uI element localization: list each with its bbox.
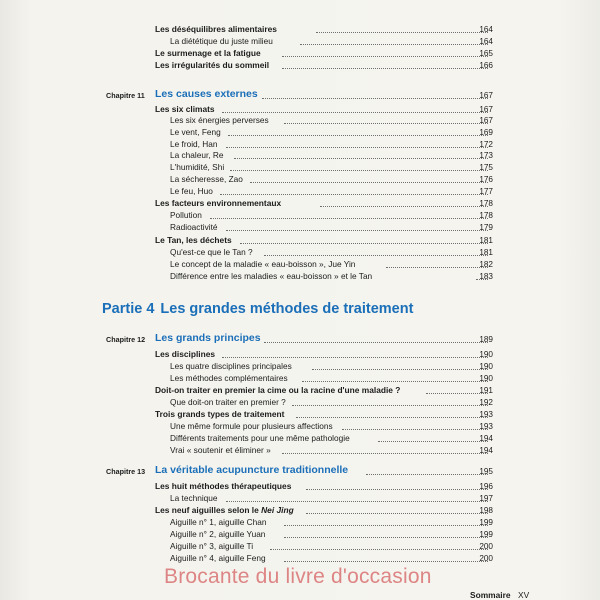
dot-leader	[312, 369, 488, 370]
toc-entry-page: 191	[479, 386, 493, 395]
toc-entry-page: 181	[479, 236, 493, 245]
part-number: Partie 4	[102, 301, 155, 317]
footer-page-number: XV	[518, 590, 530, 600]
toc-entry-page: 194	[479, 446, 493, 455]
toc-entry-text: La diététique du juste milieu	[170, 36, 273, 46]
dot-leader	[220, 194, 488, 195]
toc-entry	[0, 421, 600, 432]
toc-entry-page: 198	[479, 506, 493, 515]
chapter-label: Chapitre 11	[106, 91, 145, 100]
toc-entry-text: L'humidité, Shi	[170, 162, 225, 172]
toc-entry	[0, 235, 600, 246]
dot-leader	[270, 549, 488, 550]
toc-entry-text: Le feu, Huo	[170, 186, 213, 196]
dot-leader	[226, 147, 488, 148]
watermark-text: Brocante du livre d'occasion	[164, 565, 432, 588]
toc-entry-page: 175	[479, 163, 493, 172]
toc-entry	[0, 481, 600, 492]
chapter-label: Chapitre 13	[106, 467, 146, 476]
toc-entry	[0, 433, 600, 444]
toc-entry	[0, 493, 600, 504]
dot-leader	[226, 230, 488, 231]
chapter-title: Les causes externes	[155, 88, 258, 100]
toc-entry	[0, 505, 600, 516]
toc-entry-page: 165	[479, 49, 493, 58]
toc-entry	[0, 127, 600, 138]
dot-leader	[306, 513, 488, 514]
toc-entry	[0, 445, 600, 456]
toc-entry-page: 169	[479, 128, 493, 137]
chapter-heading	[0, 88, 600, 102]
footer-label: Sommaire	[470, 590, 511, 600]
toc-entry-text: La technique	[170, 493, 218, 503]
toc-entry-page: 200	[479, 554, 493, 563]
dot-leader	[226, 501, 488, 502]
chapter-title: La véritable acupuncture traditionnelle	[155, 464, 349, 476]
dot-leader	[264, 255, 488, 256]
toc-entry	[0, 210, 600, 221]
dot-leader	[300, 44, 488, 45]
toc-entry	[0, 517, 600, 528]
toc-entry	[0, 361, 600, 372]
toc-entry-text: Les facteurs environnementaux	[155, 198, 282, 208]
dot-leader	[302, 381, 488, 382]
toc-entry-text: Pollution	[170, 210, 202, 220]
toc-entry	[0, 222, 600, 233]
toc-entry	[0, 409, 600, 420]
toc-entry	[0, 271, 600, 282]
toc-entry-text: Les six énergies perverses	[170, 115, 269, 125]
dot-leader	[366, 474, 488, 475]
toc-entry-page: 196	[479, 482, 493, 491]
toc-entry-text-main: Les neuf aiguilles selon le	[155, 505, 262, 515]
dot-leader	[282, 56, 488, 57]
part-name: Les grandes méthodes de traitement	[160, 301, 414, 317]
toc-entry-page: 177	[479, 187, 493, 196]
toc-entry-page: 190	[479, 362, 493, 371]
toc-entry-page: 166	[479, 61, 493, 70]
toc-entry-text: Les déséquilibres alimentaires	[155, 24, 277, 34]
page-footer	[0, 590, 600, 600]
toc-entry-page: 181	[479, 248, 493, 257]
toc-entry-page: 190	[479, 350, 493, 359]
dot-leader	[250, 182, 488, 183]
toc-entry	[0, 198, 600, 209]
toc-entry-page: 199	[479, 530, 493, 539]
toc-entry-text: Le froid, Han	[170, 139, 218, 149]
dot-leader	[284, 123, 488, 124]
toc-entry-text: Aiguille n° 3, aiguille Ti	[170, 541, 254, 551]
dot-leader	[230, 170, 488, 171]
toc-entry-page: 199	[479, 518, 493, 527]
part-title	[102, 300, 413, 318]
toc-entry-text-italic: Nei Jing	[261, 505, 294, 515]
toc-entry-text: Radioactivité	[170, 222, 218, 232]
toc-entry-page: 192	[479, 398, 493, 407]
toc-entry-text: Aiguille n° 4, aiguille Feng	[170, 553, 266, 563]
toc-entry-text: Le surmenage et la fatigue	[155, 48, 261, 58]
toc-entry	[0, 139, 600, 150]
toc-entry-text: La sécheresse, Zao	[170, 174, 243, 184]
chapter-title: Les grands principes	[155, 332, 261, 344]
dot-leader	[306, 489, 488, 490]
toc-entry-page: 183	[479, 272, 493, 281]
toc-entry-text: Les méthodes complémentaires	[170, 373, 288, 383]
toc-entry-text: Les irrégularités du sommeil	[155, 60, 270, 70]
dot-leader	[234, 158, 488, 159]
toc-entry-page: 182	[479, 260, 493, 269]
toc-entry	[0, 349, 600, 360]
dot-leader	[222, 112, 488, 113]
dot-leader	[284, 537, 488, 538]
toc-entry-page: 173	[479, 151, 493, 160]
toc-entry	[0, 162, 600, 173]
toc-entry-text: Différents traitements pour une même pathologie	[170, 433, 350, 443]
toc-entry	[0, 373, 600, 384]
toc-entry	[0, 186, 600, 197]
dot-leader	[378, 441, 488, 442]
dot-leader	[240, 243, 488, 244]
toc-entry-page: 164	[479, 37, 493, 46]
toc-entry-text: La chaleur, Re	[170, 150, 224, 160]
toc-entry	[0, 104, 600, 115]
toc-entry	[0, 553, 600, 564]
dot-leader	[222, 357, 488, 358]
toc-entry-text: Le vent, Feng	[170, 127, 221, 137]
dot-leader	[296, 417, 488, 418]
toc-entry-text: Aiguille n° 1, aiguille Chan	[170, 517, 267, 527]
toc-entry	[0, 36, 600, 47]
toc-entry-text: Que doit-on traiter en premier ?	[170, 397, 286, 407]
chapter-page: 195	[479, 467, 493, 476]
dot-leader	[320, 206, 488, 207]
toc-entry-text: Les quatre disciplines principales	[170, 361, 292, 371]
dot-leader	[262, 98, 488, 99]
dot-leader	[264, 342, 488, 343]
toc-entry-page: 193	[479, 410, 493, 419]
toc-entry-page: 164	[479, 25, 493, 34]
toc-entry-page: 193	[479, 422, 493, 431]
toc-entry	[0, 115, 600, 126]
chapter-page: 189	[479, 335, 493, 344]
toc-entry-text: Une même formule pour plusieurs affections	[170, 421, 333, 431]
dot-leader	[284, 561, 488, 562]
toc-entry	[0, 174, 600, 185]
toc-entry-text: Aiguille n° 2, aiguille Yuan	[170, 529, 266, 539]
toc-entry-page: 176	[479, 175, 493, 184]
toc-entry	[0, 529, 600, 540]
toc-entry	[0, 150, 600, 161]
dot-leader	[342, 429, 488, 430]
dot-leader	[282, 68, 488, 69]
toc-entry-text: Les six climats	[155, 104, 215, 114]
toc-entry	[0, 247, 600, 258]
toc-entry	[0, 259, 600, 270]
chapter-heading	[0, 332, 600, 346]
chapter-page: 167	[479, 91, 493, 100]
toc-entry-page: 167	[479, 116, 493, 125]
dot-leader	[292, 405, 488, 406]
toc-entry-text: Les disciplines	[155, 349, 216, 359]
toc-entry-text: Trois grands types de traitement	[155, 409, 285, 419]
dot-leader	[386, 267, 488, 268]
chapter-label: Chapitre 12	[106, 335, 146, 344]
toc-entry-text: Vrai « soutenir et éliminer »	[170, 445, 271, 455]
toc-entry	[0, 60, 600, 71]
dot-leader	[316, 32, 488, 33]
toc-entry-text: Le Tan, les déchets	[155, 235, 232, 245]
toc-entry-text: Les huit méthodes thérapeutiques	[155, 481, 292, 491]
chapter-heading	[0, 464, 600, 478]
toc-entry-page: 190	[479, 374, 493, 383]
dot-leader	[282, 453, 488, 454]
toc-entry	[0, 385, 600, 396]
toc-entry	[0, 24, 600, 35]
toc-entry-text: Doit-on traiter en premier la cime ou la racine d'une maladie ?	[155, 385, 401, 395]
toc-entry	[0, 48, 600, 59]
toc-entry-page: 200	[479, 542, 493, 551]
toc-entry	[0, 541, 600, 552]
toc-entry-text: Qu'est-ce que le Tan ?	[170, 247, 253, 257]
toc-entry-page: 197	[479, 494, 493, 503]
toc-entry-page: 178	[479, 199, 493, 208]
toc-entry-page: 167	[479, 105, 493, 114]
toc-entry-page: 178	[479, 211, 493, 220]
dot-leader	[284, 525, 488, 526]
toc-entry-page: 172	[479, 140, 493, 149]
dot-leader	[228, 135, 488, 136]
toc-entry-text: Le concept de la maladie « eau-boisson », Jue Yin	[170, 259, 356, 269]
toc-entry-text: Différence entre les maladies « eau-boisson » et le Tan	[170, 271, 373, 281]
toc-entry-page: 194	[479, 434, 493, 443]
dot-leader	[210, 218, 488, 219]
toc-entry-page: 179	[479, 223, 493, 232]
toc-entry-text	[155, 505, 297, 516]
toc-entry	[0, 397, 600, 408]
